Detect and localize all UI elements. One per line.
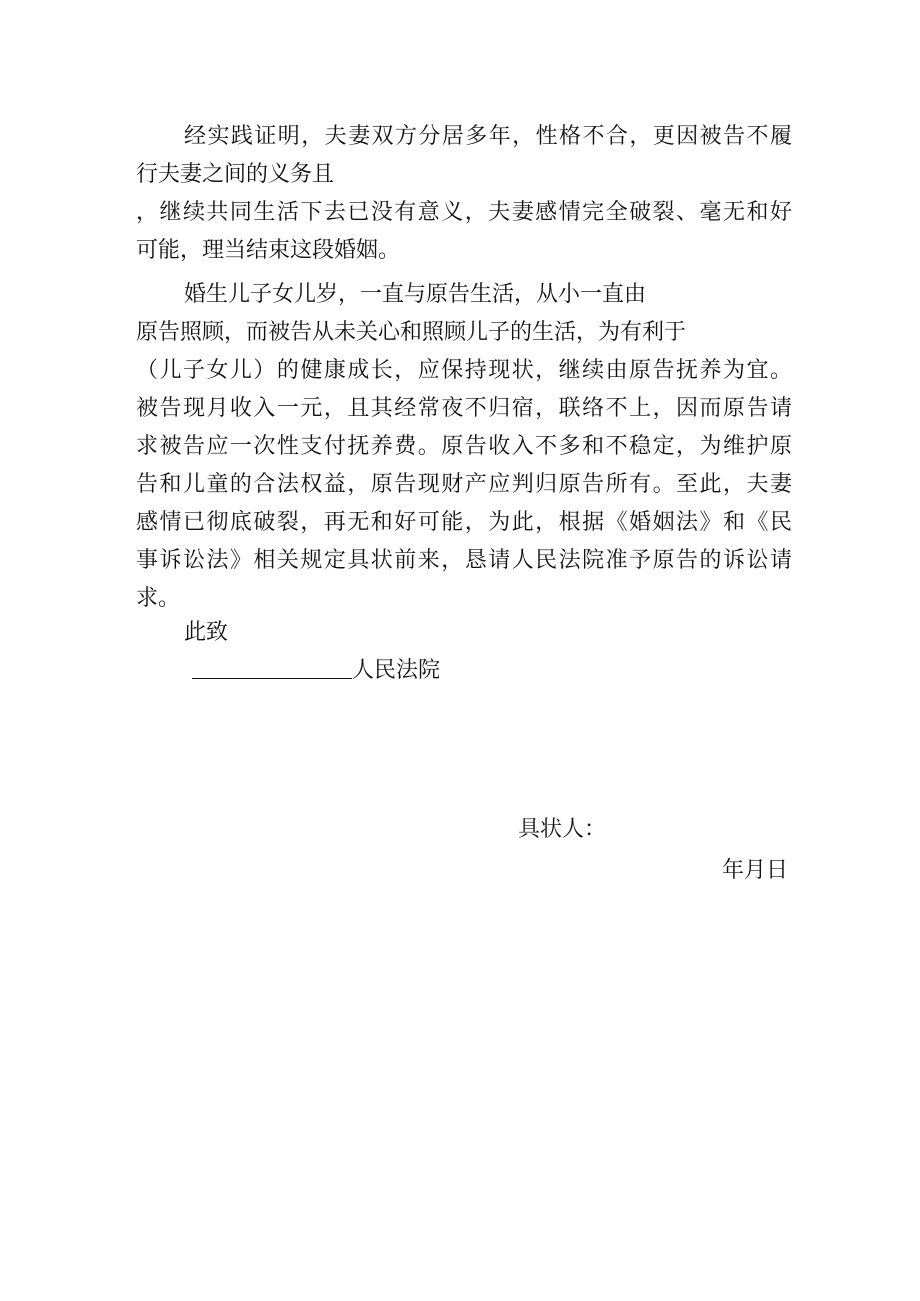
paragraph-2-line-1: 婚生儿子女儿岁，一直与原告生活，从小一直由	[184, 282, 647, 307]
paragraph-2-line-8: 事诉讼法》相关规定具状前来，恳请人民法院准予原告的诉讼请	[136, 548, 792, 573]
paragraph-2-line-5: 求被告应一次性支付抚养费。原告收入不多和不稳定，为维护原	[136, 434, 792, 459]
paragraph-2-line-3: （儿子女儿）的健康成长，应保持现状，继续由原告抚养为宜。	[136, 358, 792, 383]
paragraph-2-line-9: 求。	[136, 586, 181, 611]
paragraph-2-line-7: 感情已彻底破裂，再无和好可能，为此，根据《婚姻法》和《民	[136, 510, 792, 535]
paragraph-1-line-4: 可能，理当结束这段婚姻。	[136, 238, 401, 263]
paragraph-2-line-2: 原告照顾，而被告从未关心和照顾儿子的生活，为有利于	[136, 320, 687, 345]
paragraph-1-line-2: 行夫妻之间的义务且	[136, 162, 335, 187]
court-suffix: 人民法院	[352, 658, 441, 683]
court-name-blank	[192, 656, 352, 679]
court-line	[192, 656, 440, 686]
salutation: 此致	[184, 620, 229, 645]
paragraph-2-line-6: 告和儿童的合法权益，原告现财产应判归原告所有。至此，夫妻	[136, 472, 792, 497]
paragraph-1-line-3: ，继续共同生活下去已没有意义，夫妻感情完全破裂、毫无和好	[136, 200, 792, 225]
petitioner-label: 具状人：	[518, 817, 607, 842]
paragraph-1-line-1: 经实践证明，夫妻双方分居多年，性格不合，更因被告不履	[184, 124, 792, 149]
paragraph-2-line-4: 被告现月收入一元，且其经常夜不归宿，联络不上，因而原告请	[136, 396, 792, 421]
date-label: 年月日	[722, 858, 789, 883]
